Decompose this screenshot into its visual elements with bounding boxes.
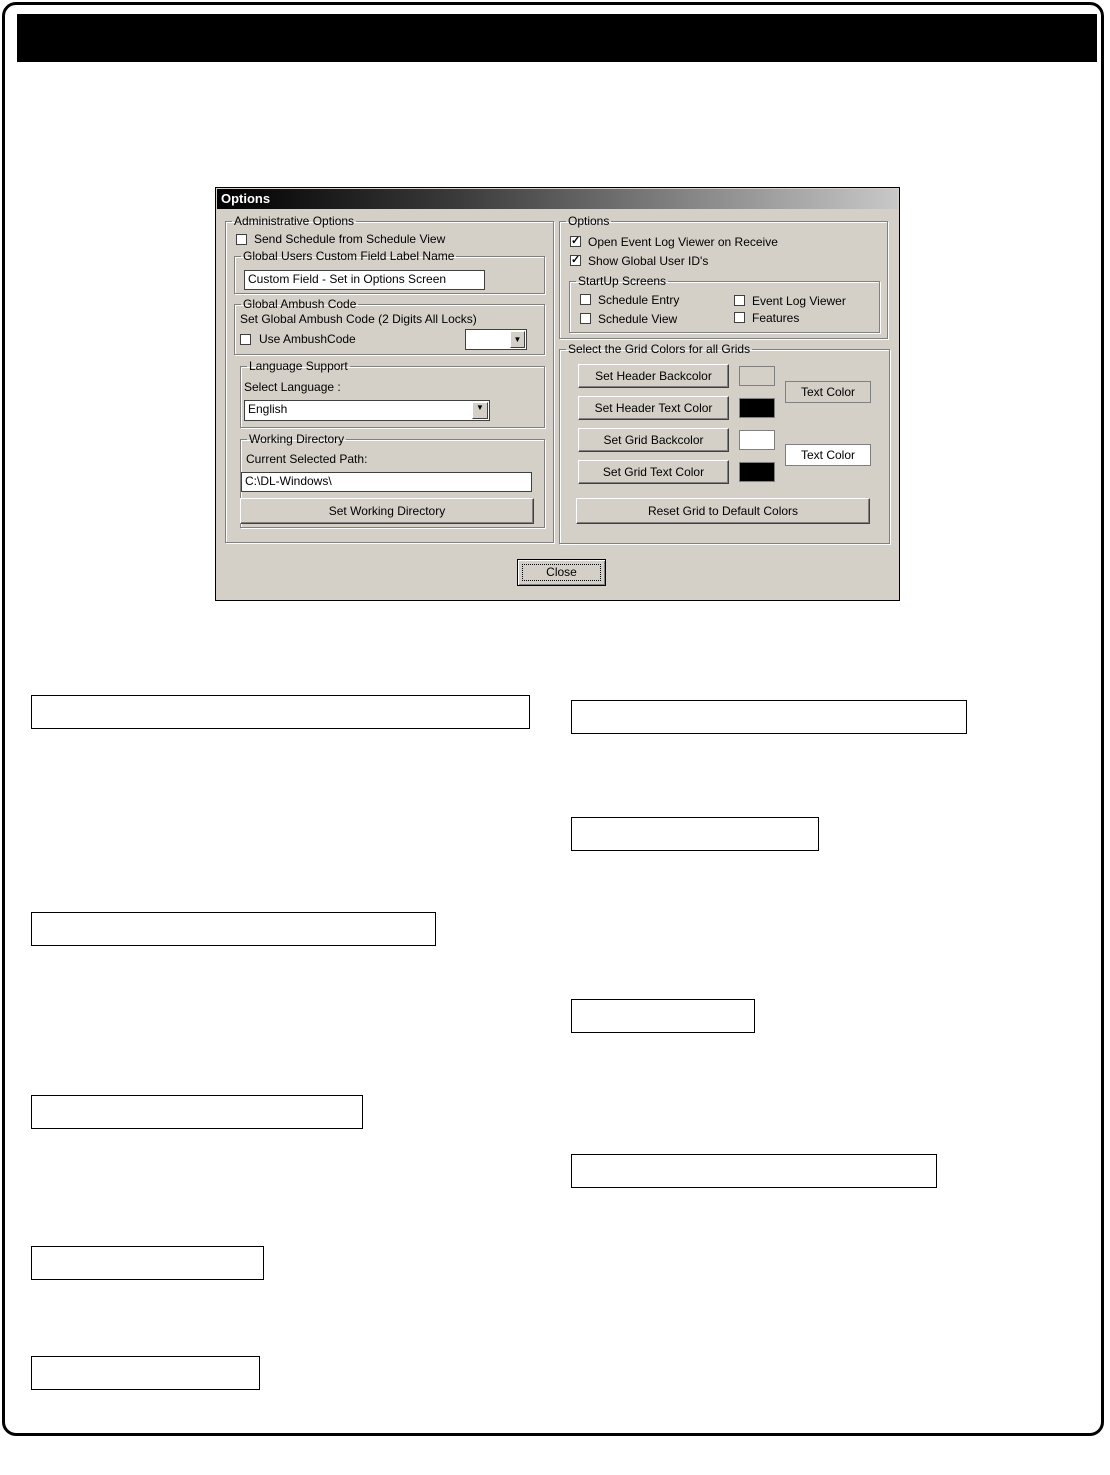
path-input[interactable]: C:\DL-Windows\ (241, 472, 532, 492)
set-header-text-color-button[interactable] (578, 396, 729, 420)
callout-box (31, 1095, 363, 1129)
callout-box (571, 817, 819, 851)
set-header-backcolor-label: Set Header Backcolor (595, 369, 712, 383)
reset-grid-colors-label: Reset Grid to Default Colors (647, 504, 799, 518)
chevron-down-icon[interactable]: ▼ (472, 402, 488, 419)
set-header-text-color-label: Set Header Text Color (594, 401, 713, 415)
grid-text-color-swatch (739, 462, 775, 482)
language-select[interactable]: English (244, 400, 490, 421)
select-language-label: Select Language : (244, 380, 341, 394)
callout-box (31, 1356, 260, 1390)
set-working-directory-button[interactable] (240, 498, 534, 524)
set-grid-text-color-label: Set Grid Text Color (602, 465, 705, 479)
use-ambush-checkbox[interactable] (240, 334, 251, 345)
close-button[interactable] (517, 559, 606, 586)
grid-backcolor-swatch (739, 430, 775, 450)
reset-grid-colors-button[interactable] (576, 498, 870, 524)
callout-box (571, 999, 755, 1033)
ambush-code-legend: Global Ambush Code (243, 297, 357, 311)
event-log-viewer-checkbox[interactable] (734, 295, 745, 306)
event-log-viewer-label: Event Log Viewer (752, 294, 846, 308)
options-dialog (215, 187, 900, 601)
header-bar (17, 14, 1097, 62)
callout-box (571, 1154, 937, 1188)
set-grid-backcolor-label: Set Grid Backcolor (603, 433, 704, 447)
startup-screens-legend: StartUp Screens (578, 274, 667, 288)
admin-options-legend: Administrative Options (234, 214, 355, 228)
close-label: Close (519, 561, 604, 584)
schedule-entry-label: Schedule Entry (598, 293, 680, 307)
working-directory-legend: Working Directory (249, 432, 345, 446)
ambush-code-select[interactable] (465, 329, 527, 350)
set-grid-backcolor-button[interactable] (578, 428, 729, 452)
grid-preview: Text Color (785, 444, 871, 466)
options-legend: Options (568, 214, 610, 228)
open-event-log-checkbox[interactable]: ✓ (571, 235, 581, 247)
header-preview: Text Color (785, 381, 871, 403)
dialog-title: Options (217, 189, 898, 209)
show-global-ids-checkbox[interactable]: ✓ (571, 254, 581, 266)
send-schedule-label: Send Schedule from Schedule View (254, 232, 446, 246)
language-legend: Language Support (249, 359, 348, 373)
current-path-label: Current Selected Path: (246, 452, 368, 466)
callout-box (31, 1246, 264, 1280)
use-ambush-label: Use AmbushCode (259, 332, 356, 346)
show-global-ids-label: Show Global User ID's (588, 254, 709, 268)
chevron-down-icon[interactable]: ▼ (510, 331, 525, 348)
callout-box (31, 695, 530, 729)
set-working-directory-label: Set Working Directory (328, 504, 446, 518)
custom-field-legend: Global Users Custom Field Label Name (243, 249, 455, 263)
features-label: Features (752, 311, 800, 325)
callout-box (571, 700, 967, 734)
set-grid-text-color-button[interactable] (578, 460, 729, 484)
send-schedule-checkbox[interactable] (236, 234, 247, 245)
header-backcolor-swatch (739, 366, 775, 386)
callout-box (31, 912, 436, 946)
grid-colors-legend: Select the Grid Colors for all Grids (568, 342, 751, 356)
schedule-entry-checkbox[interactable] (580, 294, 591, 305)
ambush-description: Set Global Ambush Code (2 Digits All Locks) (240, 312, 477, 326)
custom-field-input[interactable]: Custom Field - Set in Options Screen (244, 270, 485, 290)
set-header-backcolor-button[interactable] (578, 364, 729, 388)
schedule-view-checkbox[interactable] (580, 313, 591, 324)
header-text-color-swatch (739, 398, 775, 418)
schedule-view-label: Schedule View (598, 312, 678, 326)
open-event-log-label: Open Event Log Viewer on Receive (588, 235, 778, 249)
features-checkbox[interactable] (734, 312, 745, 323)
